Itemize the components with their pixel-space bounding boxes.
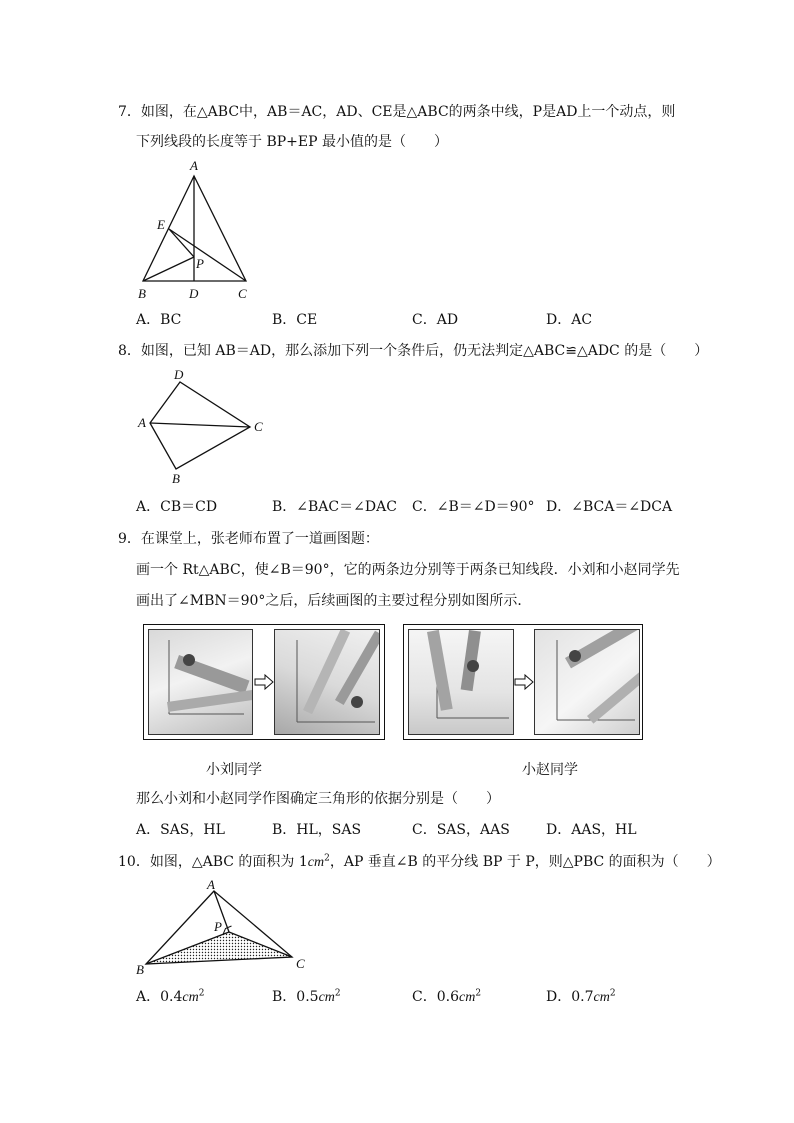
q7-label-E: E [157,217,165,232]
q10-option-b: B．$0.5cm^2$ [272,988,341,1005]
liu-photo-group [143,624,385,740]
q8-option-c: C．∠B＝∠D＝90° [412,499,535,515]
q10-option-a: A．$0.4cm^2$ [136,988,205,1005]
q10-sup: 2 [324,853,330,864]
q9-option-a: A．SAS，HL [136,822,225,838]
q9-line2: 画一个 Rt△ABC，使∠B＝90°，它的两条边分别等于两条已知线段．小刘和小赵同学先 [136,562,680,578]
arrow-right-icon [514,675,534,689]
q7-label-C: C [238,286,247,301]
q9-line1: 9．在课堂上，张老师布置了一道画图题： [118,531,379,547]
q10-label-C: C [296,956,305,971]
q8-option-a: A．CB＝CD [136,499,218,515]
zhao-photo-1 [408,629,514,735]
q8-line1: 8．如图，已知 AB＝AD，那么添加下列一个条件后，仍无法判定△ABC≌△ADC 的是（ ） [118,343,709,359]
q7-option-d: D．AC [546,312,593,328]
q9-option-c: C．SAS，AAS [412,822,510,838]
q7-label-D: D [189,286,199,301]
liu-photo-2 [274,629,380,735]
q10-line1-b: ，AP 垂直∠B 的平分线 BP 于 P，则△PBC 的面积为（ ） [329,854,721,870]
q8-label-A: A [138,415,146,430]
q8-label-B: B [172,471,180,486]
q10-label-A: A [207,877,215,892]
q7-label-B: B [138,286,146,301]
q10-line1-a: 10．如图，△ABC 的面积为 1 [118,854,308,870]
q10-figure [132,876,322,976]
q7-line1: 7．如图，在△ABC中，AB＝AC，AD、CE是△ABC的两条中线，P是AD上一个动点，则 [118,104,676,120]
q8-figure [132,365,272,490]
q7-label-A: A [190,158,198,173]
q8-label-C: C [254,419,263,434]
q9-option-d: D．AAS，HL [546,822,637,838]
arrow-right-icon [254,675,274,689]
q9-line3: 画出了∠MBN＝90°之后，后续画图的主要过程分别如图所示． [136,593,532,609]
q8-option-d: D．∠BCA＝∠DCA [546,499,673,515]
q9-line4: 那么小刘和小赵同学作图确定三角形的依据分别是（ ） [136,791,500,807]
q10-unit: cm [307,855,325,870]
q7-option-b: B．CE [272,312,318,328]
liu-photo-1 [148,629,253,735]
q7-figure [130,160,270,305]
zhao-photo-group [403,624,643,740]
zhao-photo-2 [534,629,640,735]
q7-option-c: C．AD [412,312,459,328]
q8-option-b: B．∠BAC＝∠DAC [272,499,397,515]
q9-option-b: B．HL，SAS [272,822,362,838]
q7-line2: 下列线段的长度等于 BP+EP 最小值的是（ ） [136,134,448,150]
q8-label-D: D [174,367,184,382]
q10-label-P: P [214,919,222,934]
q10-line1 [118,853,721,872]
q7-label-P: P [196,256,204,271]
q10-option-d: D．$0.7cm^2$ [546,988,616,1005]
q7-option-a: A．BC [136,312,182,328]
caption-zhao: 小赵同学 [522,762,578,778]
q10-label-B: B [136,962,144,977]
caption-liu: 小刘同学 [206,762,262,778]
q10-option-c: C．$0.6cm^2$ [412,988,482,1005]
